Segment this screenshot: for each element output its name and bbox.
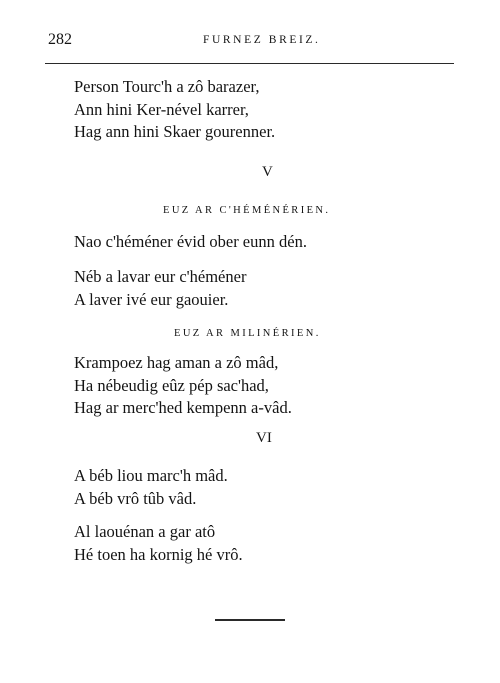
section-numeral-vi: VI bbox=[256, 430, 272, 446]
stanza-4 bbox=[74, 352, 292, 420]
verse-line: Ha nébeudig eûz pép sac'had, bbox=[74, 375, 269, 395]
verse-line: Krampoez hag aman a zô mâd, bbox=[74, 353, 279, 372]
verse-line: Hé toen ha kornig hé vrô. bbox=[74, 544, 243, 564]
verse-line: Al laouénan a gar atô bbox=[74, 522, 216, 541]
verse-line: A béb liou marc'h mâd. bbox=[74, 466, 228, 485]
section-heading: EUZ AR C'HÉMÉNÉRIEN. bbox=[163, 205, 331, 216]
stanza-5 bbox=[74, 465, 228, 510]
verse-line: A béb vrô tûb vâd. bbox=[74, 488, 197, 508]
section-numeral-v: V bbox=[262, 164, 273, 180]
page-number: 282 bbox=[48, 31, 72, 48]
stanza-2 bbox=[74, 231, 307, 254]
verse-line: Hag ann hini Skaer gourenner. bbox=[74, 122, 276, 141]
header-rule bbox=[45, 63, 454, 64]
verse-line: Nao c'héméner évid ober eunn dén. bbox=[74, 232, 307, 251]
running-title: FURNEZ BREIZ. bbox=[203, 34, 321, 46]
verse-line: Néb a lavar eur c'héméner bbox=[74, 267, 247, 286]
section-heading: EUZ AR MILINÉRIEN. bbox=[174, 328, 321, 339]
stanza-6 bbox=[74, 521, 243, 566]
verse-line: Person Tourc'h a zô barazer, bbox=[74, 77, 260, 96]
stanza-1 bbox=[74, 76, 275, 144]
end-rule bbox=[215, 619, 285, 621]
verse-line: Ann hini Ker-nével karrer, bbox=[74, 99, 249, 119]
verse-line: A laver ivé eur gaouier. bbox=[74, 289, 229, 309]
stanza-3 bbox=[74, 266, 246, 311]
verse-line: Hag ar merc'hed kempenn a-vâd. bbox=[74, 398, 292, 417]
